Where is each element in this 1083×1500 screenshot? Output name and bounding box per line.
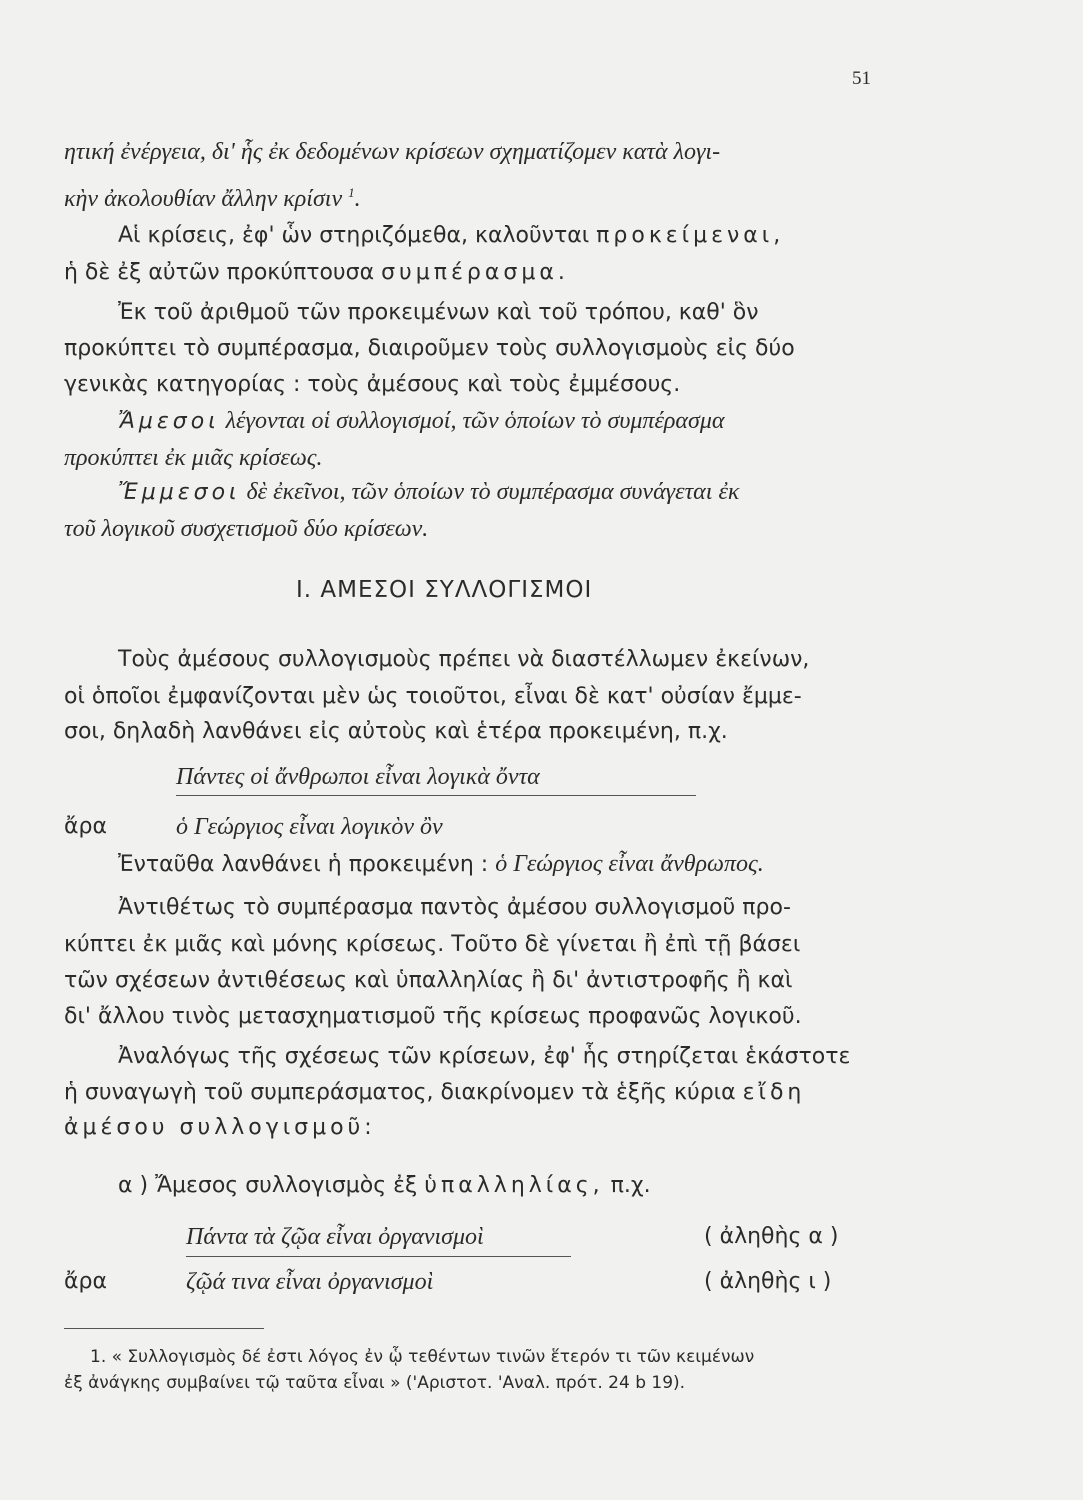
para8-line4: δι' ἄλλου τινὸς μετασχηματισμοῦ τῆς κρίσεως προφανῶς λογικοῦ. <box>64 1004 802 1029</box>
para1-line2 <box>64 178 884 214</box>
para7-line1 <box>118 849 938 880</box>
para6-line2: οἱ ὁποῖοι ἐμφανίζονται μὲν ὡς τοιοῦτοι, εἶναι δὲ κατ' οὐσίαν ἔμμε- <box>64 684 802 709</box>
example2-premise-tag: ( ἀληθὴς α ) <box>704 1224 839 1249</box>
para9-line1: Ἀναλόγως τῆς σχέσεως τῶν κρίσεων, ἐφ' ἧς στηρίζεται ἑκάστοτε <box>118 1044 851 1069</box>
term-eidi: εἴδη <box>742 1080 806 1105</box>
section-heading: I. ΑΜΕΣΟΙ ΣΥΛΛΟΓΙΣΜΟΙ <box>296 577 593 603</box>
example2-conclusion: ζῷά τινα εἶναι ὀργανισμοὶ <box>186 1269 434 1295</box>
example1-ara: ἄρα <box>64 814 107 839</box>
para2-line1-text: Αἱ κρίσεις, ἐφ' ὧν στηριζόμεθα, καλοῦνται <box>118 223 590 248</box>
example1-rule <box>176 795 696 796</box>
example2-premise: Πάντα τὰ ζῷα εἶναι ὀργανισμοὶ <box>186 1224 484 1250</box>
footnote-line2: ἐξ ἀνάγκης συμβαίνει τῷ ταῦτα εἶναι » ('Αριστοτ. 'Αναλ. πρότ. 24 b 19). <box>64 1373 686 1393</box>
para2-line2-text: ἡ δὲ ἐξ αὐτῶν προκύπτουσα <box>64 260 375 285</box>
para3-line2: προκύπτει τὸ συμπέρασμα, διαιροῦμεν τοὺς συλλογισμοὺς εἰς δύο <box>64 336 795 361</box>
para8-line3: τῶν σχέσεων ἀντιθέσεως καὶ ὑπαλληλίας ἢ δι' ἀντιστροφῆς ἢ καὶ <box>64 968 793 993</box>
term-emmesoi: Ἔμμεσοι <box>118 480 241 505</box>
term-symperasma: συμπέρασμα. <box>381 260 569 285</box>
page-number: 51 <box>852 68 871 89</box>
para2-line2 <box>64 258 884 288</box>
para9-line3: ἀμέσου συλλογισμοῦ: <box>64 1115 376 1140</box>
example1-conclusion: ὁ Γεώργιος εἶναι λογικὸν ὂν <box>176 814 443 840</box>
para7-line1-italic: ὁ Γεώργιος εἶναι ἄνθρωπος. <box>495 851 764 877</box>
subsection-a <box>118 1171 938 1201</box>
term-ypallilias: ὑπαλληλίας, <box>424 1173 604 1198</box>
footnote-line1: 1. « Συλλογισμὸς δέ ἐστι λόγος ἐν ᾧ τεθέντων τινῶν ἕτερόν τι τῶν κειμένων <box>90 1347 755 1367</box>
para6-line1: Τοὺς ἀμέσους συλλογισμοὺς πρέπει νὰ διαστέλλωμεν ἐκείνων, <box>118 647 810 672</box>
term-prokeimenai: προκείμεναι, <box>596 223 785 248</box>
para4-line1 <box>118 406 938 437</box>
para9-line2-text: ἡ συναγωγὴ τοῦ συμπεράσματος, διακρίνομεν τὰ ἑξῆς κύρια <box>64 1080 736 1105</box>
para5-line1 <box>118 477 938 508</box>
example2-ara: ἄρα <box>64 1269 107 1294</box>
para7-line1-text: Ἐνταῦθα λανθάνει ἡ προκειμένη : <box>118 852 489 877</box>
para3-line1: Ἐκ τοῦ ἀριθμοῦ τῶν προκειμένων καὶ τοῦ τρόπου, καθ' ὃν <box>118 300 759 325</box>
subsection-a-eg: π.χ. <box>610 1173 651 1198</box>
para6-line3: σοι, δηλαδὴ λανθάνει εἰς αὐτοὺς καὶ ἑτέρα προκειμένη, π.χ. <box>64 719 728 744</box>
example2-rule <box>186 1256 571 1257</box>
para4-line2: προκύπτει ἐκ μιᾶς κρίσεως. <box>64 445 323 471</box>
para5-line1-text: δὲ ἐκεῖνοι, τῶν ὁποίων τὸ συμπέρασμα συνάγεται ἐκ <box>246 479 740 505</box>
para8-line2: κύπτει ἐκ μιᾶς καὶ μόνης κρίσεως. Τοῦτο δὲ γίνεται ἢ ἐπὶ τῇ βάσει <box>64 932 801 957</box>
para1-line2-text: κὴν ἀκολουθίαν ἄλλην κρίσιν <box>64 186 343 212</box>
para4-line1-text: λέγονται οἱ συλλογισμοί, τῶν ὁποίων τὸ συμπέρασμα <box>225 408 725 434</box>
example2-conclusion-tag: ( ἀληθὴς ι ) <box>704 1269 832 1294</box>
para8-line1: Ἀντιθέτως τὸ συμπέρασμα παντὸς ἀμέσου συλλογισμοῦ προ- <box>118 895 791 920</box>
para3-line3: γενικὰς κατηγορίας : τοὺς ἀμέσους καὶ τοὺς ἐμμέσους. <box>64 372 681 397</box>
para1-line1: ητική ἐνέργεια, δι' ἧς ἐκ δεδομένων κρίσεων σχηματίζομεν κατὰ λογι- <box>64 139 721 165</box>
subsection-a-text: α ) Ἄμεσος συλλογισμὸς ἐξ <box>118 1173 418 1198</box>
term-amesoi: Ἄμεσοι <box>118 409 220 434</box>
para9-line2 <box>64 1078 884 1108</box>
para2-line1 <box>118 221 938 251</box>
para1-line2-end: . <box>354 186 361 212</box>
example1-premise: Πάντες οἱ ἄνθρωποι εἶναι λογικὰ ὄντα <box>176 764 540 790</box>
footnote-ref: 1 <box>348 185 355 200</box>
footnote-rule <box>64 1328 264 1329</box>
para5-line2: τοῦ λογικοῦ συσχετισμοῦ δύο κρίσεων. <box>64 516 429 542</box>
